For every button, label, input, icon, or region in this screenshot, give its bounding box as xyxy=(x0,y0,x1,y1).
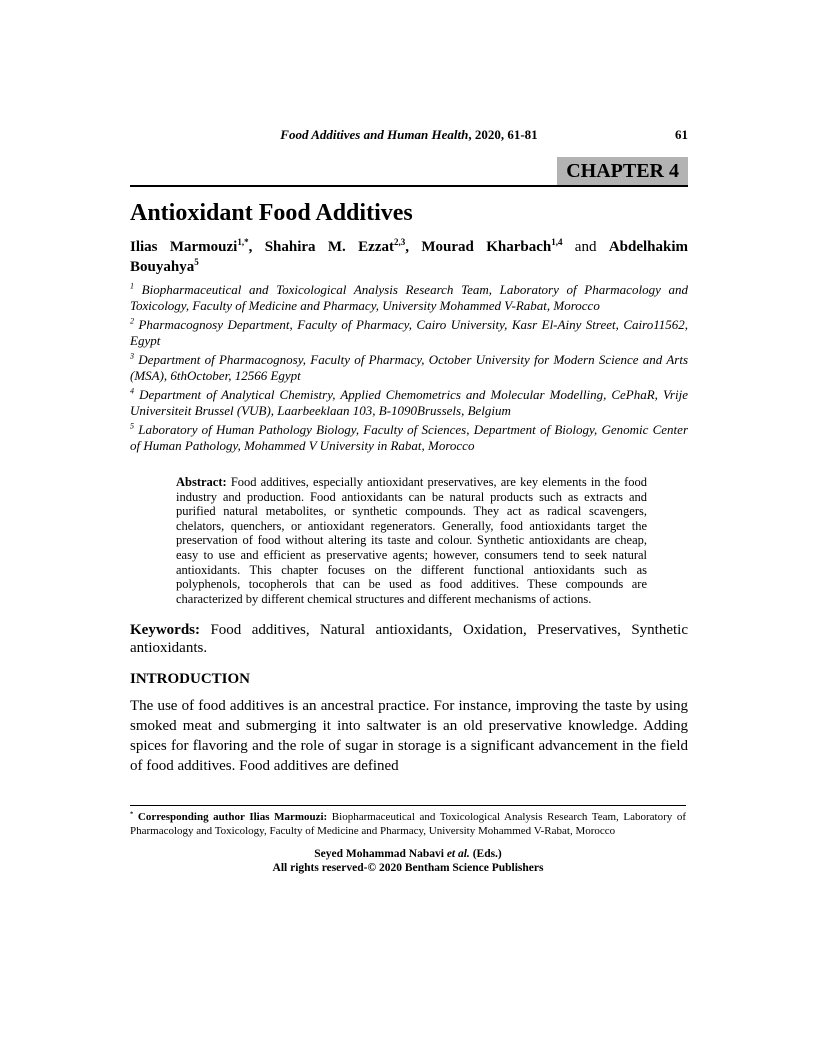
affiliation-5-text: Laboratory of Human Pathology Biology, Faculty of Sciences, Department of Biology, Genomic Center of Human Pathology, Mohammed V University in Rabat, Morocco xyxy=(130,422,688,453)
affiliation-1-marker: 1 xyxy=(130,281,135,291)
author-separator-1: , xyxy=(248,239,265,255)
author-name-2: Shahira M. Ezzat xyxy=(264,239,394,255)
running-header xyxy=(130,127,688,142)
author-superscript-2: 2,3 xyxy=(393,237,406,247)
author-conjunction: and xyxy=(562,239,609,255)
page-title: Antioxidant Food Additives xyxy=(130,200,413,226)
footnote-label: Corresponding author Ilias Marmouzi: xyxy=(133,811,328,823)
affiliation-4-marker: 4 xyxy=(130,386,135,396)
affiliation-3-marker: 3 xyxy=(130,351,135,361)
footer-editors-line xyxy=(0,848,816,862)
affiliation-5-marker: 5 xyxy=(130,421,135,431)
author-separator-2: , xyxy=(405,239,422,255)
corresponding-author-footnote xyxy=(130,805,686,838)
chapter-badge-row xyxy=(130,157,688,187)
author-name-4: Abdelhakim Bouyahya xyxy=(130,239,689,275)
affiliation-2-marker: 2 xyxy=(130,316,135,326)
affiliation-2 xyxy=(130,317,688,348)
footer-editors-etal: et al. xyxy=(446,848,470,860)
author-name-3: Mourad Kharbach xyxy=(421,239,552,255)
introduction-paragraph: The use of food additives is an ancestral practice. For instance, improving the taste by using smoked meat and submerging it into saltwater is an old preservative knowledge. Adding spices for flavoring and the role of sugar in storage is a significant advancement in the field of food additives. Food additives are defined xyxy=(130,698,688,775)
affiliation-2-text: Pharmacognosy Department, Faculty of Pharmacy, Cairo University, Kasr El-Ainy Street, Cairo11562, Egypt xyxy=(130,317,688,348)
introduction-heading: INTRODUCTION xyxy=(130,671,251,688)
footer-copyright-line: All rights reserved-© 2020 Bentham Science Publishers xyxy=(272,861,544,874)
affiliation-4-text: Department of Analytical Chemistry, Applied Chemometrics and Molecular Modelling, CePhaR, Vrije Universiteit Brussel (VUB), Laarbeeklaan 103, B-1090Brussels, Belgium xyxy=(130,387,688,418)
chapter-badge: CHAPTER 4 xyxy=(557,157,688,185)
page-footer xyxy=(0,848,816,875)
footer-editors-post: (Eds.) xyxy=(469,848,502,860)
abstract-text: Food additives, especially antioxidant preservatives, are key elements in the food industry and production. Food antioxidants can be natural products such as extracts and purified natural metabolites, or synthetic compounds. They act as radical scavengers, chelators, quenchers, or antioxidant regenerators. Generally, food antioxidants target the preservation of food without altering its taste and colour. Synthetic antioxidants are cheap, easy to use and efficient as preservative agents; however, consumers tend to seek natural antioxidants. This chapter focuses on the different functional antioxidants such as polyphenols, tocopherols that can be used as food additives. These compounds are characterized by different chemical structures and different mechanisms of actions. xyxy=(176,475,647,606)
affiliation-1 xyxy=(130,282,688,313)
footer-editors-pre: Seyed Mohammad Nabavi xyxy=(314,848,447,860)
author-superscript-3: 1,4 xyxy=(551,237,563,247)
keywords-line xyxy=(130,621,688,657)
footnote-marker: * xyxy=(130,810,134,818)
affiliation-5 xyxy=(130,422,688,453)
author-superscript-1: 1,* xyxy=(237,237,249,247)
affiliation-1-text: Biopharmaceutical and Toxicological Analysis Research Team, Laboratory of Pharmacology and Toxicology, Faculty of Medicine and Pharmacy, University Mohammed V-Rabat, Morocco xyxy=(130,282,688,313)
journal-meta: , 2020, 61-81 xyxy=(468,127,538,142)
abstract-label: Abstract: xyxy=(176,475,227,489)
keywords-label: Keywords: xyxy=(130,622,200,639)
affiliation-3 xyxy=(130,352,688,383)
abstract-block xyxy=(176,475,647,606)
page-number: 61 xyxy=(675,127,688,142)
keywords-text: Food additives, Natural antioxidants, Oxidation, Preservatives, Synthetic antioxidants. xyxy=(130,622,688,657)
affiliation-4 xyxy=(130,387,688,418)
authors-line xyxy=(130,238,688,277)
footnote-text: Biopharmaceutical and Toxicological Analysis Research Team, Laboratory of Pharmacology and Toxicology, Faculty of Medicine and Pharmacy, University Mohammed V-Rabat, Morocco xyxy=(130,811,686,837)
journal-title: Food Additives and Human Health xyxy=(280,127,469,142)
affiliation-3-text: Department of Pharmacognosy, Faculty of Pharmacy, October University for Modern Science and Arts (MSA), 6thOctober, 12566 Egypt xyxy=(130,352,688,383)
author-name-1: Ilias Marmouzi xyxy=(130,239,238,255)
page-content xyxy=(130,0,688,776)
author-superscript-4: 5 xyxy=(194,256,199,267)
affiliations xyxy=(130,282,688,453)
